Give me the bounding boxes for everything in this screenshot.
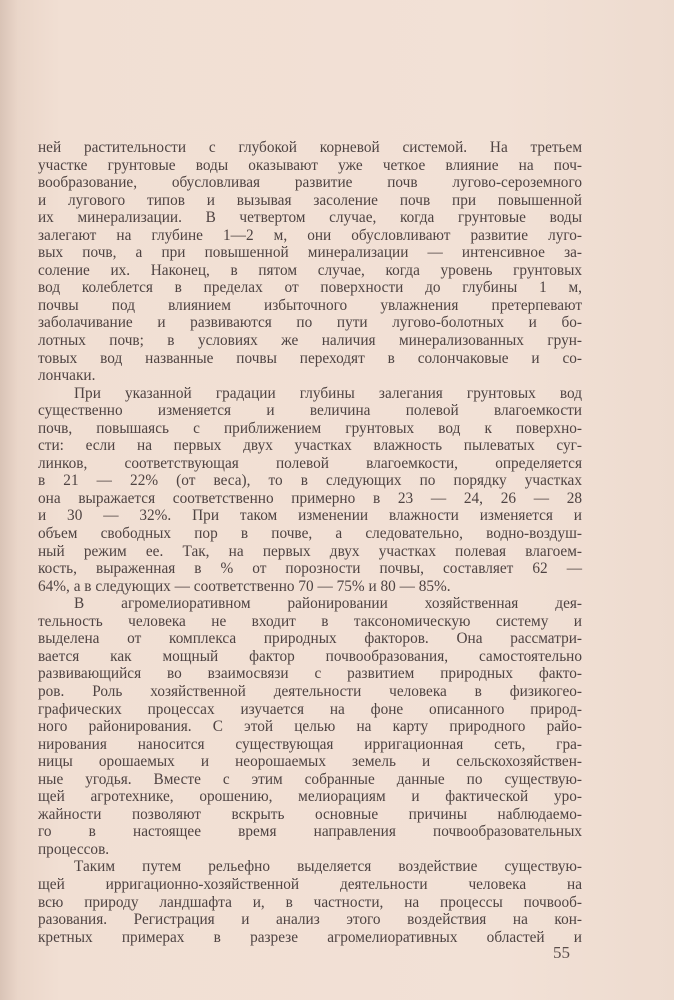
page-number: 55	[553, 943, 570, 962]
text-line: линков, соответствующая полевой влагоемкости, определяется	[38, 454, 582, 472]
text-line: нирования наносится существующая ирригационная сеть, гра-	[38, 735, 582, 753]
text-line: лотных почв; в условиях же наличия минерализованных грун-	[38, 332, 582, 350]
page-body	[38, 139, 582, 946]
text-line: вод колеблется в пределах от поверхности до глубины 1 м,	[38, 279, 582, 297]
text-line: существенно изменяется и величина полевой влагоемкости	[38, 402, 582, 420]
text-line: В агромелиоративном районировании хозяйственная дея-	[74, 595, 582, 613]
text-line: вых почв, а при повышенной минерализации — интенсивное за-	[38, 244, 582, 262]
text-line: тельность человека не входит в таксономическую систему и	[38, 612, 582, 630]
text-line: кость, выраженная в % от порозности почвы, составляет 62 —	[38, 560, 582, 578]
text-line: щей ирригационно-хозяйственной деятельности человека на	[38, 875, 582, 893]
text-line: почвы под влиянием избыточного увлажнения претерпевают	[38, 296, 582, 314]
text-line: выделена от комплекса природных факторов. Она рассматри-	[38, 630, 582, 648]
text-line: вообразование, обусловливая развитие почв лугово-сероземного	[38, 174, 582, 192]
text-line: разования. Регистрация и анализ этого воздействия на кон-	[38, 911, 582, 929]
text-line: соление их. Наконец, в пятом случае, когда уровень грунтовых	[38, 261, 582, 279]
text-line: ней растительности с глубокой корневой системой. На третьем	[38, 139, 582, 156]
text-line: участке грунтовые воды оказывают уже четкое влияние на поч-	[38, 156, 582, 174]
text-line: кретных примерах в разрезе агромелиоративных областей и	[38, 928, 582, 946]
text-line: жайности позволяют вскрыть основные причины наблюдаемо-	[38, 805, 582, 823]
paragraph	[38, 858, 582, 946]
text-line: ного районирования. С этой целью на карту природного райо-	[38, 718, 582, 736]
text-line: ные угодья. Вместе с этим собранные данные по существую-	[38, 770, 582, 788]
text-line: всю природу ландшафта и, в частности, на процессы почвооб-	[38, 893, 582, 911]
text-line: почв, повышаясь с приближением грунтовых вод к поверхно-	[38, 419, 582, 437]
text-line: щей агротехнике, орошению, мелиорациям и фактической уро-	[38, 788, 582, 806]
text-line: Таким путем рельефно выделяется воздействие существую-	[74, 858, 582, 876]
text-line: вается как мощный фактор почвообразования, самостоятельно	[38, 647, 582, 665]
text-line: объем свободных пор в почве, а следовательно, водно-воздуш-	[38, 525, 582, 543]
text-line: залегают на глубине 1—2 м, они обусловливают развитие луго-	[38, 226, 582, 244]
text-line: она выражается соответственно примерно в 23 — 24, 26 — 28	[38, 489, 582, 507]
text-line: заболачивание и развиваются по пути лугово-болотных и бо-	[38, 314, 582, 332]
text-line: графических процессах изучается на фоне описанного природ-	[38, 700, 582, 718]
text-line: При указанной градации глубины залегания грунтовых вод	[74, 384, 582, 402]
text-line: го в настоящее время направления почвообразовательных	[38, 823, 582, 841]
paragraph	[38, 139, 582, 385]
text-line: и лугового типов и вызывая засоление почв при повышенной	[38, 191, 582, 209]
paragraph	[38, 595, 582, 858]
text-line: развивающийся во взаимосвязи с развитием природных факто-	[38, 665, 582, 683]
text-line: ный режим ее. Так, на первых двух участках полевая влагоем-	[38, 542, 582, 560]
text-line: 64%, а в следующих — соответственно 70 — 75% и 80 — 85%.	[38, 577, 451, 595]
text-line: сти: если на первых двух участках влажность пылеватых суг-	[38, 437, 582, 455]
text-line: в 21 — 22% (от веса), то в следующих по порядку участках	[38, 472, 582, 490]
text-line: и 30 — 32%. При таком изменении влажности изменяется и	[38, 507, 582, 525]
paragraph	[38, 385, 582, 596]
text-line: процессов.	[38, 840, 110, 858]
text-line: ницы орошаемых и неорошаемых земель и сельскохозяйствен-	[38, 753, 582, 771]
text-line: их минерализации. В четвертом случае, когда грунтовые воды	[38, 209, 582, 227]
text-line: ров. Роль хозяйственной деятельности человека в физикогео-	[38, 682, 582, 700]
text-line: лончаки.	[38, 367, 96, 385]
text-line: товых вод названные почвы переходят в солончаковые и со-	[38, 349, 582, 367]
